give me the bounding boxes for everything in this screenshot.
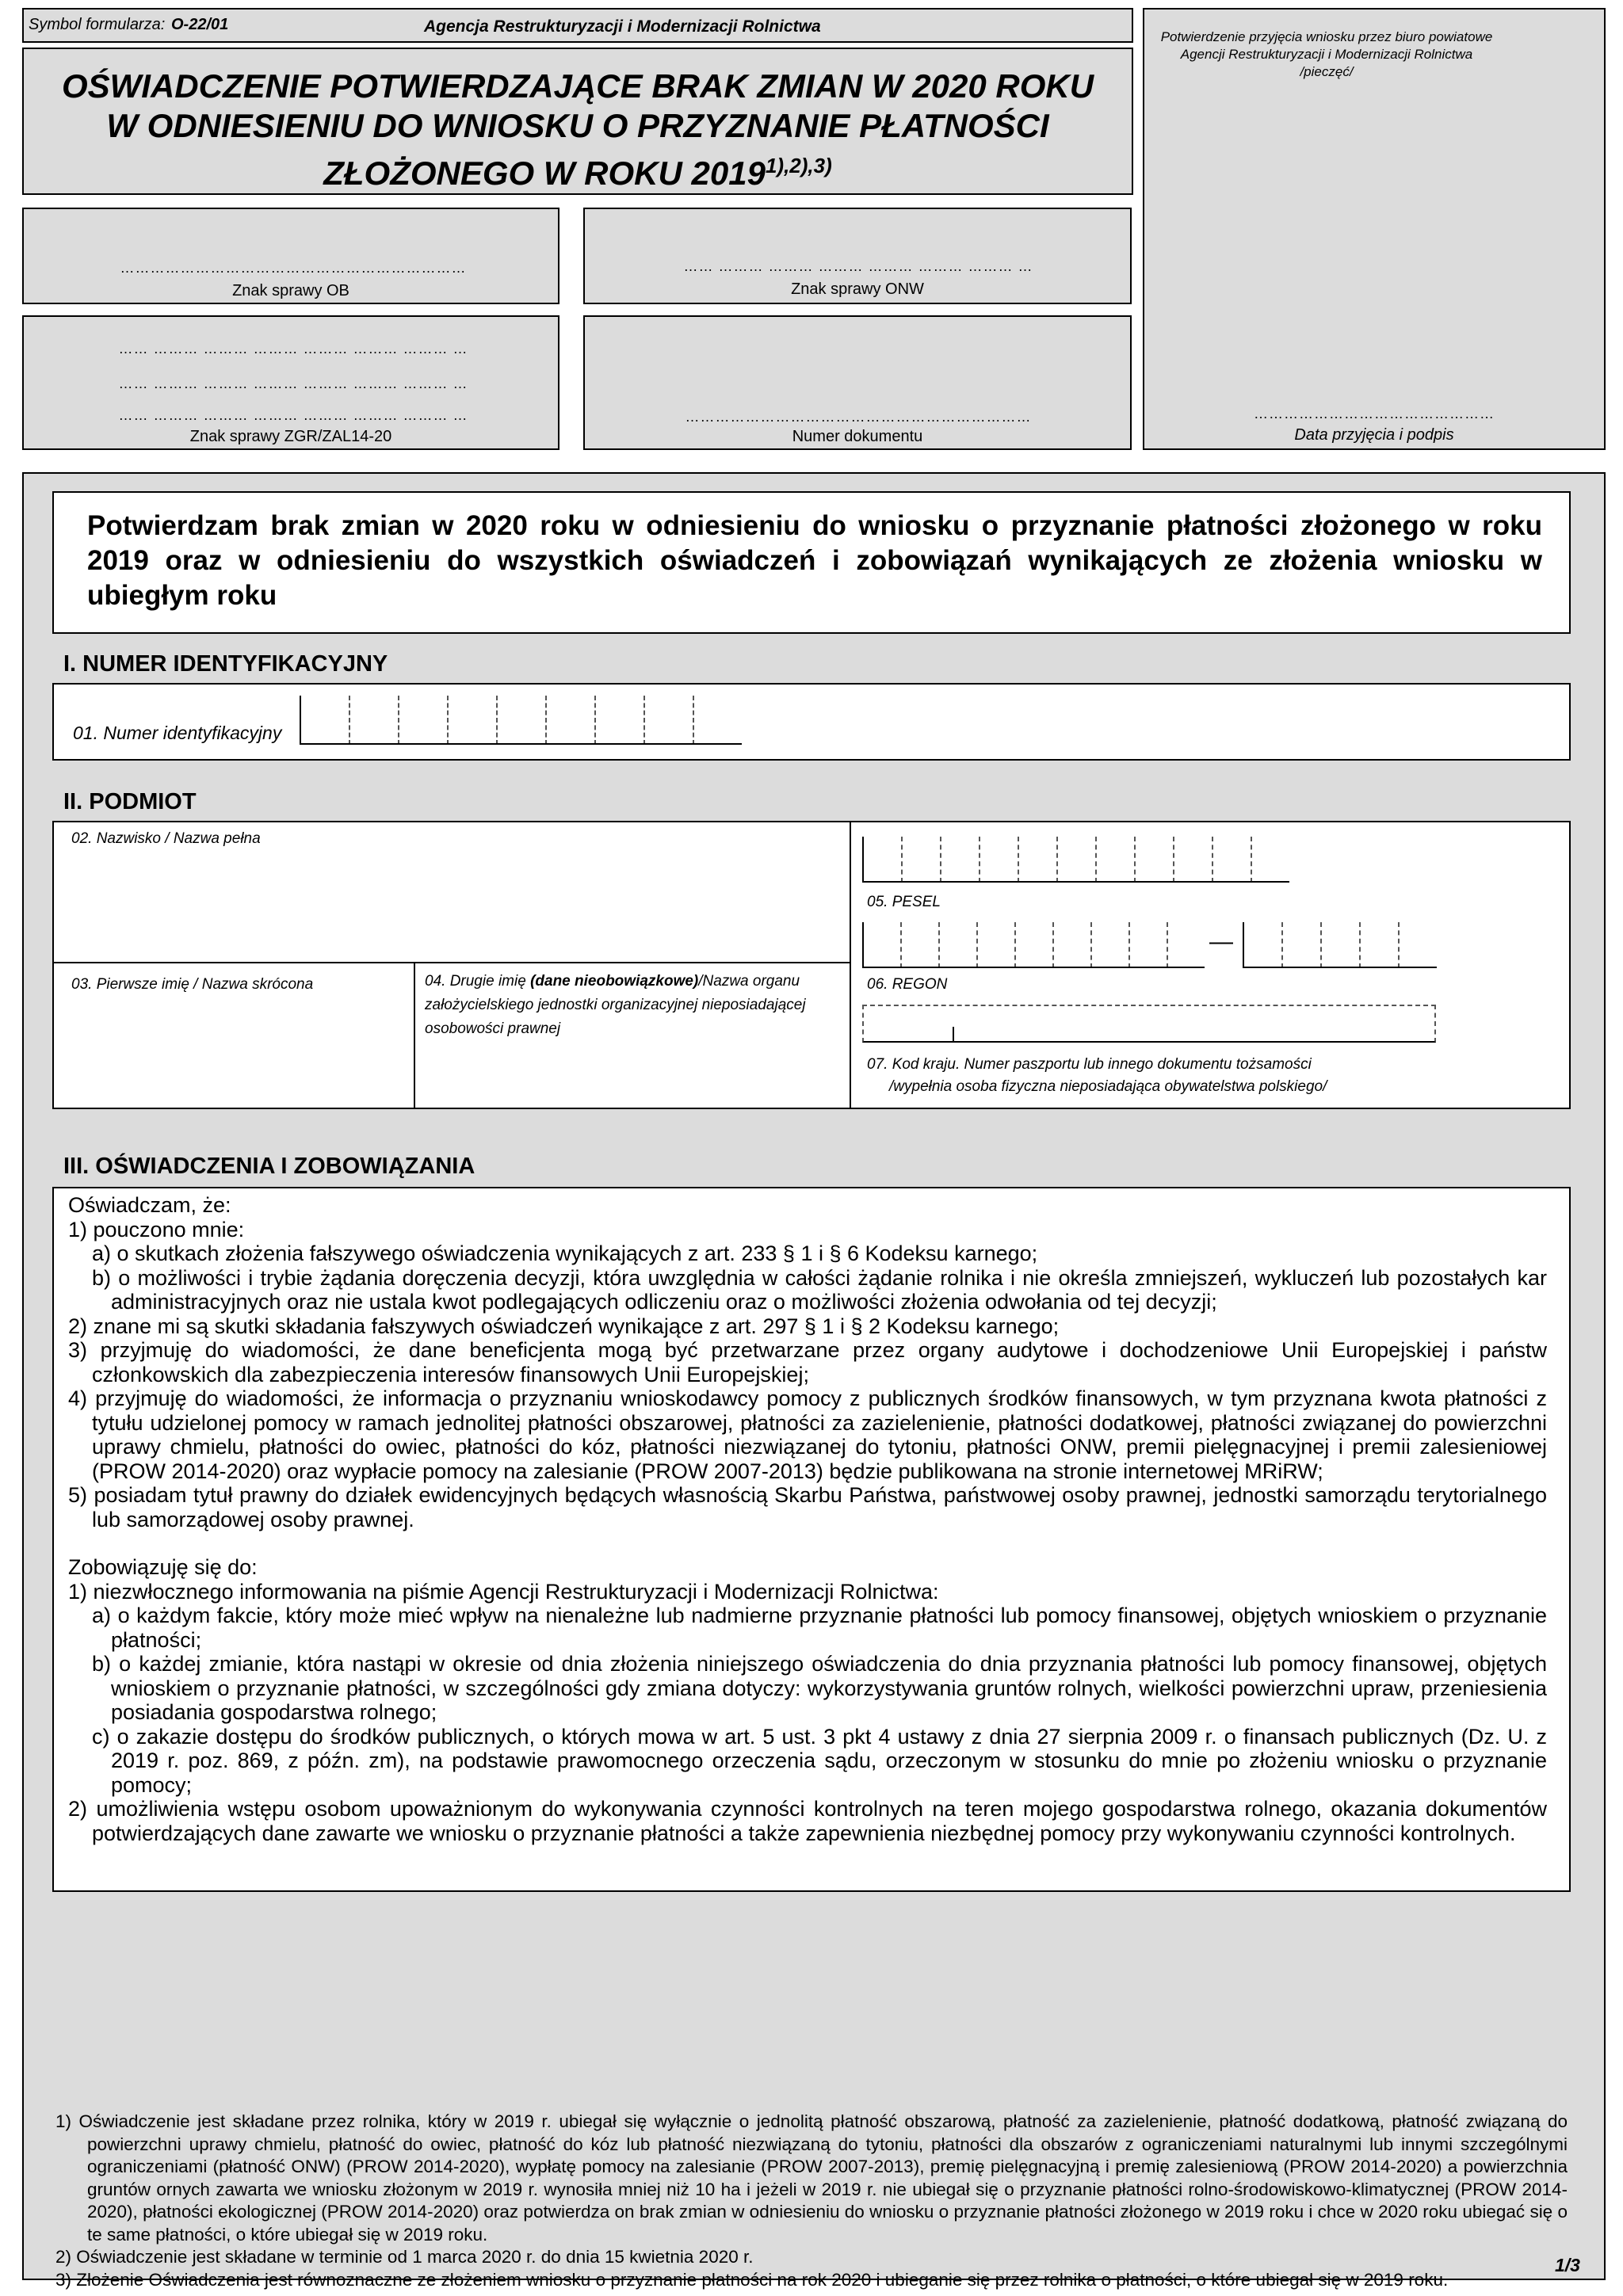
document-number-dots: …………………………………………………………… <box>685 409 1032 425</box>
surname-field[interactable] <box>55 851 846 959</box>
document-number-label: Numer dokumentu <box>792 428 923 445</box>
regon-digit-cell <box>1398 922 1437 968</box>
title-box <box>22 48 1133 195</box>
passport-country-separator <box>953 1027 954 1041</box>
case-zgr-dots-3: …… ……… ……… ……… ……… ……… ……… … <box>118 407 468 423</box>
page-number: 1/3 <box>1555 2255 1580 2275</box>
footnotes <box>55 2111 1568 2291</box>
regon-digit-cell <box>900 922 938 968</box>
stamp-note: Potwierdzenie przyjęcia wniosku przez biuro powiatowe Agencji Restrukturyzacji i Modernizacji Rolnictwa /pieczęć/ <box>1160 29 1493 79</box>
date-signature-label: Data przyjęcia i podpis <box>1294 426 1454 444</box>
id-digit-cell <box>398 696 447 745</box>
pesel-digit-cell <box>862 837 901 883</box>
obligations-intro: Zobowiązuję się do: <box>68 1555 258 1579</box>
case-ob-dots: …………………………………………………………… <box>120 260 467 276</box>
pesel-baseline <box>862 881 1289 883</box>
id-digit-cell <box>693 696 742 745</box>
title-superscript: 1),2),3) <box>765 154 832 177</box>
section2-heading: II. PODMIOT <box>63 789 197 814</box>
regon-baseline-2 <box>1243 967 1437 968</box>
regon-input-part1[interactable] <box>862 922 1205 968</box>
statements-box <box>52 1187 1571 1892</box>
page-title <box>24 67 1132 193</box>
title-line-3: ZŁOŻONEGO W ROKU $2019^{1),2),3)}$ <box>323 154 832 192</box>
confirmation-box <box>52 491 1571 634</box>
confirmation-text: Potwierdzam brak zmian w 2020 roku w odniesieniu do wniosku o przyznanie płatności złożonego w roku 2019 oraz w odniesieniu do wszystkich oświadczeń i zobowiązań wynikających ze złożenia wniosku w ubiegłym roku <box>87 510 1542 611</box>
symbol-bar <box>22 8 1133 43</box>
case-zgr-dots-2: …… ……… ……… ……… ……… ……… ……… … <box>118 376 468 391</box>
statement-1: 1) pouczono mnie: <box>68 1217 245 1241</box>
obligation-2: 2) umożliwienia wstępu osobom upoważnionym do wykonywania czynności kontrolnych na teren mojego gospodarstwa rolnego, okazania dokumentów potwierdzających dane zawarte we wniosku o przyznanie płatności a także zapewnienia niezbędnej pomocy przy wykonywaniu czynności kontrolnych. <box>68 1797 1547 1845</box>
second-name-label: 04. Drugie imię (dane nieobowiązkowe)/Nazwa organu założycielskiego jednostki organizacyjnej nieposiadającej osobowości prawnej <box>425 973 806 1037</box>
statements-text <box>68 1193 1547 1845</box>
surname-label: 02. Nazwisko / Nazwa pełna <box>71 830 261 847</box>
statement-1a: a) o skutkach złożenia fałszywego oświadczenia wynikających z art. 233 § 1 i § 6 Kodeksu karnego; <box>92 1241 1038 1265</box>
case-onw-field[interactable] <box>583 208 1132 304</box>
pesel-digit-cell <box>1134 837 1173 883</box>
entity-divider-h <box>52 962 851 963</box>
regon-digit-cell <box>1359 922 1398 968</box>
id-number-label: 01. Numer identyfikacyjny <box>73 723 282 743</box>
first-name-label: 03. Pierwsze imię / Nazwa skrócona <box>71 976 314 993</box>
pesel-digit-cell <box>1056 837 1095 883</box>
obligation-1c: c) o zakazie dostępu do środków publicznych, o których mowa w art. 5 ust. 3 pkt 4 ustawy z dnia 27 sierpnia 2009 r. o finansach publicznych (Dz. U. z 2019 r. poz. 869, z późn. zm), na podstawie prawomocnego orzeczenia sądu, orzeczonym w stosunku do mnie po złożeniu wniosku o przyznanie pomocy; <box>92 1724 1547 1797</box>
stamp-box <box>1143 8 1606 450</box>
pesel-label: 05. PESEL <box>867 894 941 910</box>
pesel-digit-cell <box>940 837 979 883</box>
entity-divider-v2 <box>414 962 415 1109</box>
pesel-digit-cell <box>901 837 940 883</box>
case-ob-label: Znak sprawy OB <box>232 282 349 299</box>
regon-digit-cell <box>1128 922 1167 968</box>
statement-3: 3) przyjmuję do wiadomości, że dane beneficjenta mogą być przetwarzane przez organy audytowe i dochodzeniowe Unii Europejskiej i państw członkowskich dla zabezpieczenia interesów finansowych Unii Europejskiej; <box>68 1338 1547 1386</box>
symbol-label: Symbol formularza: <box>29 16 166 33</box>
regon-digit-cell <box>976 922 1014 968</box>
regon-digit-cell <box>1090 922 1128 968</box>
regon-digit-cell <box>1281 922 1320 968</box>
document-number-field[interactable] <box>583 315 1132 450</box>
id-digit-cell <box>643 696 693 745</box>
pesel-digit-cell <box>1212 837 1251 883</box>
footnote-1: 1) Oświadczenie jest składane przez rolnika, który w 2019 r. ubiegał się wyłącznie o jednolitą płatność obszarową, płatność za zazielenienie, płatność dodatkową, płatność związaną do powierzchni uprawy chmielu, płatność do owiec, płatność do kóz lub płatność niezwiązaną do tytoniu, płatności dla obszarów z ograniczeniami naturalnymi lub innymi szczególnymi ograniczeniami (płatność ONW) (PROW 2014-2020), wypłatę pomocy na zalesianie (PROW 2007-2013), premię pielęgnacyjną i premię zalesieniową (PROW 2014-2020) a powierzchnia gruntów ornych zawarta we wniosku złożonym w 2019 r. wynosiła mniej niż 10 ha i jeżeli w 2019 r. nie ubiegał się o przyznanie płatności rolno-środowiskowo-klimatycznej (PROW 2014-2020), płatności ekologicznej (PROW 2014-2020) oraz potwierdza on brak zmian w odniesieniu do wniosku o przyznanie płatności złożonego w 2019 roku i chce w 2020 roku ubiegać się o te same płatności, o które ubiegał się w 2019 roku. <box>55 2111 1568 2245</box>
case-zgr-field[interactable] <box>22 315 559 450</box>
id-digit-cell <box>349 696 398 745</box>
entity-divider-v <box>850 821 851 1109</box>
id-digit-cell <box>545 696 594 745</box>
regon-digit-cell <box>1167 922 1205 968</box>
regon-label: 06. REGON <box>867 976 948 993</box>
symbol-value: O-22/01 <box>171 16 229 33</box>
case-ob-field[interactable] <box>22 208 559 304</box>
title-line-1: OŚWIADCZENIE POTWIERDZAJĄCE BRAK ZMIAN W 2020 ROKU <box>61 67 1094 105</box>
agency-name: Agencja Restrukturyzacji i Modernizacji Rolnictwa <box>424 17 821 36</box>
regon-digit-cell <box>1320 922 1359 968</box>
statement-1b: b) o możliwości i trybie żądania doręczenia decyzji, która uwzględnia w całości żądanie rolnika i nie określa zmniejszeń, wykluczeń lub pozostałych kar administracyjnych oraz nie ustala kwot podlegających odliczeniu oraz o możliwości złożenia odwołania od tej decyzji; <box>92 1265 1547 1314</box>
case-onw-label: Znak sprawy ONW <box>791 280 924 298</box>
id-digit-cell <box>496 696 545 745</box>
regon-digit-cell <box>1014 922 1052 968</box>
statement-2: 2) znane mi są skutki składania fałszywych oświadczeń wynikające z art. 297 § 1 i § 2 Kodeksu karnego; <box>68 1314 1060 1338</box>
obligation-1a: a) o każdym fakcie, który może mieć wpływ na nienależne lub nadmierne przyznanie płatności lub pomocy finansowej, objętych wnioskiem o przyznanie płatności; <box>92 1604 1547 1652</box>
section3-heading: III. OŚWIADCZENIA I ZOBOWIĄZANIA <box>63 1154 475 1179</box>
id-digit-cell <box>594 696 643 745</box>
id-digit-cell <box>300 696 349 745</box>
case-zgr-dots-1: …… ……… ……… ……… ……… ……… ……… … <box>118 341 468 357</box>
regon-digit-cell <box>938 922 976 968</box>
case-onw-dots: …… ……… ……… ……… ……… ……… ……… … <box>683 258 1033 274</box>
passport-label: 07. Kod kraju. Numer paszportu lub innego dokumentu tożsamości /wypełnia osoba fizyczna nieposiadająca obywatelstwa polskiego/ <box>867 1056 1327 1095</box>
case-zgr-label: Znak sprawy ZGR/ZAL14-20 <box>189 428 392 445</box>
pesel-digit-cell <box>1018 837 1056 883</box>
footnote-3: 3) Złożenie Oświadczenia jest równoznaczne ze złożeniem wniosku o przyznanie płatności na rok 2020 i ubieganie się przez rolnika o płatności, o które ubiegał się w 2019 roku. <box>55 2269 1449 2290</box>
first-name-field[interactable] <box>55 998 411 1106</box>
pesel-digit-cell <box>1251 837 1289 883</box>
regon-digit-cell <box>1052 922 1090 968</box>
statement-4: 4) przyjmuję do wiadomości, że informacja o przyznaniu wnioskodawcy pomocy z publicznych środków finansowych, w tym przyznana kwota płatności z tytułu udzielonej pomocy w ramach jednolitej płatności obszarowej, płatności za zazielenienie, płatności dodatkowej, płatności związanej do powierzchni uprawy chmielu, płatności do owiec, płatności do kóz, płatności niezwiązanej do tytoniu, płatności ONW, premii pielęgnacyjnej i premii zalesieniowej (PROW 2014-2020) oraz wypłacie pomocy na zalesianie (PROW 2007-2013) będzie publikowana na stronie internetowej MRiRW; <box>68 1386 1547 1483</box>
id-baseline <box>300 743 742 745</box>
obligation-1: 1) niezwłocznego informowania na piśmie Agencji Restrukturyzacji i Modernizacji Rolnictwa: <box>68 1579 939 1604</box>
date-dots: ………………………………………… <box>1254 406 1495 421</box>
id-number-input[interactable] <box>300 696 742 745</box>
title-line-2: W ODNIESIENIU DO WNIOSKU O PRZYZNANIE PŁATNOŚCI <box>106 107 1049 144</box>
footnote-2: 2) Oświadczenie jest składane w terminie od 1 marca 2020 r. do dnia 15 kwietnia 2020 r. <box>55 2247 754 2267</box>
statements-intro: Oświadczam, że: <box>68 1193 231 1217</box>
id-number-box <box>52 683 1571 761</box>
regon-input-part2[interactable] <box>1243 922 1437 968</box>
id-digit-cell <box>447 696 496 745</box>
regon-dash: — <box>1209 929 1233 955</box>
regon-baseline <box>862 967 1205 968</box>
section1-heading: I. NUMER IDENTYFIKACYJNY <box>63 651 388 677</box>
passport-input[interactable] <box>862 1005 1436 1043</box>
obligation-1b: b) o każdej zmianie, która nastąpi w okresie od dnia złożenia niniejszego oświadczenia do dnia przyznania płatności lub pomocy finansowej, objętych wnioskiem o przyznanie płatności, w szczególności gdy zmiana dotyczy: wykorzystywania gruntów rolnych, wielkości powierzchni upraw, przeniesienia posiadania gospodarstwa rolnego; <box>92 1652 1547 1724</box>
regon-digit-cell <box>1243 922 1281 968</box>
pesel-digit-cell <box>1095 837 1134 883</box>
regon-digit-cell <box>862 922 900 968</box>
pesel-input[interactable] <box>862 837 1289 883</box>
pesel-digit-cell <box>1173 837 1212 883</box>
statement-5: 5) posiadam tytuł prawny do działek ewidencyjnych będących własnością Skarbu Państwa, państwowej osoby prawnej, jednostki samorządu terytorialnego lub samorządowej osoby prawnej. <box>68 1483 1547 1531</box>
pesel-digit-cell <box>979 837 1018 883</box>
